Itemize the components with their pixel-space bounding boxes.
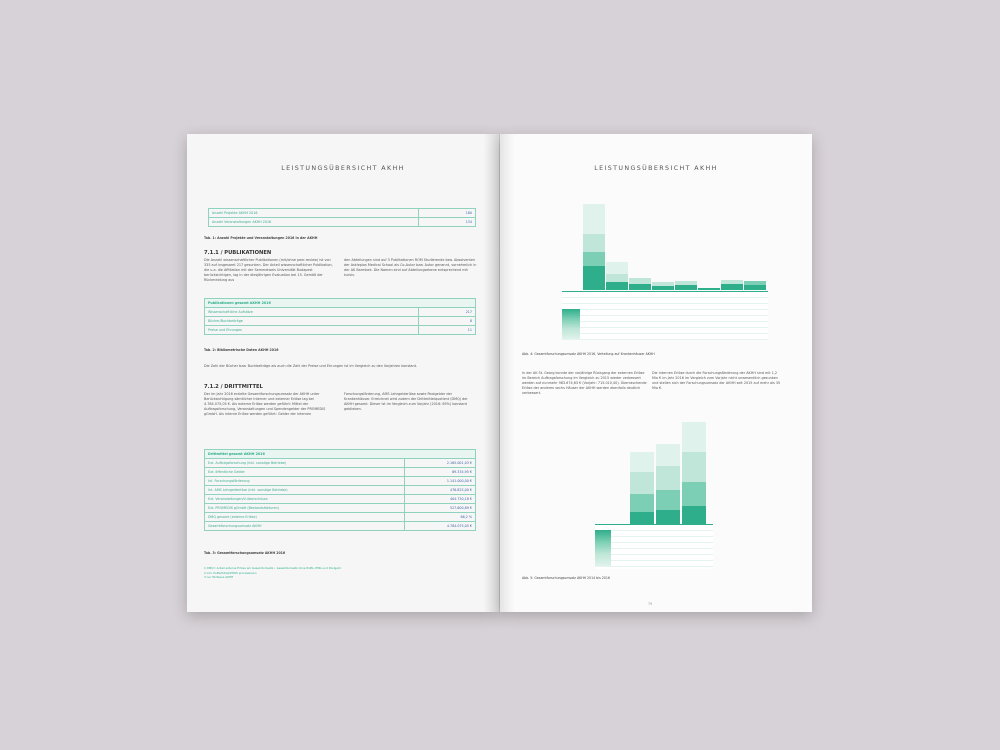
table-row [205, 513, 476, 522]
table-row [205, 308, 476, 317]
publications-table [204, 298, 476, 335]
chart-bar [675, 285, 697, 290]
table-row [205, 326, 476, 335]
cell-label: Preise und Ehrungen [205, 326, 419, 335]
table-header: Publikationen gesamt AKHH 2016 [205, 299, 476, 308]
footnote: 2 inkl. PoPG/KdAG/PHOS processieren [204, 570, 257, 575]
cell-label: Ext. PROMEDIS gGmbH (Bestandsfakturen) [205, 504, 405, 513]
chart-bar [583, 266, 605, 290]
cell-label: Int. AMS Lehrgelderlöse (inkl. sonstige Betriebe) [205, 486, 405, 495]
right-page-header: LEISTUNGSÜBERSICHT AKHH [594, 165, 718, 172]
figure-4-caption: Abb. 4: Gesamtforschungsumsatz AKHH 2016, Verteilung auf Krankenhäuser AKHH [522, 352, 655, 356]
cell-label: Ext. öffentliche Gelder [205, 468, 405, 477]
right-text-col1: In der AK St. Georg konnte der vorjährige Rückgang der externen Erlöse im Bereich Auftragsforschung im Vergleich zu 2015 wieder verbessert werden auf nunmehr 983.674,63 € (Vorjahr: 715.010,40). Überraschende Erlöse der anderen sechs Häuser der AKHH werden ebenfalls deutlich verbessert. [522, 371, 647, 396]
drittmittel-table [204, 449, 476, 531]
cell-value: 66,2 % [405, 513, 476, 522]
table-header-row [205, 450, 476, 459]
figure-5-caption: Abb. 5: Gesamtforschungsumsatz AKHH 2014 bis 2016 [522, 576, 610, 580]
cell-label: Ext. Veranstaltungen/V-überschüsse [205, 495, 405, 504]
cell-label: Anzahl Projekte AKHH 2016 [209, 209, 419, 218]
table-row [205, 317, 476, 326]
chart-bar [630, 512, 654, 524]
table-row [209, 209, 476, 218]
cell-value: 217 [419, 308, 476, 317]
cell-label: Ext. Auftragsforschung (inkl. sonstige Betriebe) [205, 459, 405, 468]
cell-label: Gesamtforschungsumsatz AKHH [205, 522, 405, 531]
cell-value: 527.600,89 € [405, 504, 476, 513]
cell-value: 11 [419, 326, 476, 335]
chart-bar [744, 285, 766, 290]
chart-bar [721, 284, 743, 290]
publikationen-text-col1: Die Anzahl wissenschaftlicher Publikationen (mit/ohne peer-review) ist von 335 auf insgesamt 217 gesunken. Der Anteil wissenschaftlicher Publikation, die u.a. die Affiliation mit der Semmelweis Universität Budapest berücksichtigen, lag in der diesjährigen Evaluation bei 15. Gemäß der Rückmeldung aus [204, 258, 333, 283]
table-header-row [205, 299, 476, 308]
table2-caption: Tab. 2: Bibliometrische Daten AKHH 2016 [204, 348, 279, 352]
cell-value: 1.141.000,00 € [405, 477, 476, 486]
cell-value: 2.165.001,03 € [405, 459, 476, 468]
cell-value: 404.730,18 € [405, 495, 476, 504]
chart-bar [652, 286, 674, 290]
cell-value: 69.334,95 € [405, 468, 476, 477]
table-row [205, 486, 476, 495]
cell-value: 134 [419, 218, 476, 227]
cell-label: Anzahl Veranstaltungen AKHH 2016 [209, 218, 419, 227]
footnote: 3 nur Wirtsaus AKHH [204, 575, 234, 580]
cell-label: Wissenschaftliche Aufsätze [205, 308, 419, 317]
figure-4-data-table [562, 291, 768, 340]
table-row [209, 218, 476, 227]
cell-label: DMQ gesamt (externe Erlöse) [205, 513, 405, 522]
cell-value: 476.825,00 € [405, 486, 476, 495]
left-page-header: LEISTUNGSÜBERSICHT AKHH [281, 165, 405, 172]
chart-bar [656, 510, 680, 524]
table1-caption: Tab. 1: Anzahl Projekte und Veranstaltungen 2016 in der AKHH [204, 236, 318, 240]
footnote: 1 DMQ= Anteil externe Erlöse am Gesamtumsatz • Gesamtumsatz ohne PoPG, PMG und Poolgeld [204, 566, 341, 570]
table-row [205, 522, 476, 531]
figure-5-legend [595, 530, 611, 566]
table-row [205, 504, 476, 513]
cell-value: 4.784.075,05 € [405, 522, 476, 531]
page-number: 79 [648, 602, 653, 606]
table-header: Drittmittel gesamt AKHH 2016 [205, 450, 476, 459]
table3-caption: Tab. 3: Gesamtforschungsumsatz AKHH 2016 [204, 551, 286, 555]
cell-value: 8 [419, 317, 476, 326]
cell-label: Bücher/Buchbeiträge [205, 317, 419, 326]
table-row [205, 477, 476, 486]
chart-bar [698, 288, 720, 290]
figure-5-data-table [595, 524, 713, 569]
projects-table [208, 208, 476, 227]
drittmittel-text-col1: Der im Jahr 2016 erzielte Gesamtforschungsumsatz der AKHH unter Berücksichtigung sämtlicher interner und externer Erlöse lag bei 4.784.075,05 €. Als externe Erlöse werden geführt: Mittel der Auftragsforschung, Veranstaltungen und Spendengelder der PROMEDIS gGmbH. Als interne Erlöse werden geführt: Gelder der internen [204, 392, 326, 417]
section-heading-publikationen: 7.1.1 / PUBLIKATIONEN [204, 250, 272, 256]
chart-bar [606, 282, 628, 290]
chart-bar [682, 506, 706, 524]
table-row [205, 468, 476, 477]
footnotes [204, 566, 474, 580]
right-text-col2: Die internen Erlöse durch die Forschungsförderung der AKHH sind mit 1,2 Mio € im Jahr 2016 im Vergleich zum Vorjahr nicht unwesentlich gesunken und stellen sich der Forschungsumsatz der AKHH seit 2015 auf mehr als 35 Mio €. [652, 371, 781, 391]
chart-bar [629, 284, 651, 290]
cell-value: 180 [419, 209, 476, 218]
publikationen-text-col2: den Abteilungen sind auf 3 Publikationen ROM Studierende bzw. Absolventen der Asklepios Medical School als Co-Autor bzw. Autor genannt, vornehmlich in der AK Barmbek. Die Namen sind auf Abteilungsebene entsprechend mit kursiv. [344, 258, 477, 278]
table-row [205, 459, 476, 468]
section-heading-drittmittel: 7.1.2 / DRITTMITTEL [204, 384, 263, 390]
figure-4-legend [562, 309, 580, 339]
right-page [500, 134, 812, 612]
constant-note: Die Zahl der Bücher bzw. Buchbeiträge als auch die Zahl der Preise und Ehrungen ist im Vergleich zu den Vorjahren konstant. [204, 364, 418, 368]
table-row [205, 495, 476, 504]
left-page [187, 134, 499, 612]
cell-label: Int. Forschungsförderung [205, 477, 405, 486]
drittmittel-text-col2: Forschungsförderung, AMS Lehrgelderlöse sowie Poolgelder der Krankenhäuser. Erreichnet wird zudem der Drittmittelquotient (DMQ) der AKHH gesamt. Dieser ist im Vergleich zum Vorjahr (2016: 65%) konstant geblieben. [344, 392, 468, 412]
